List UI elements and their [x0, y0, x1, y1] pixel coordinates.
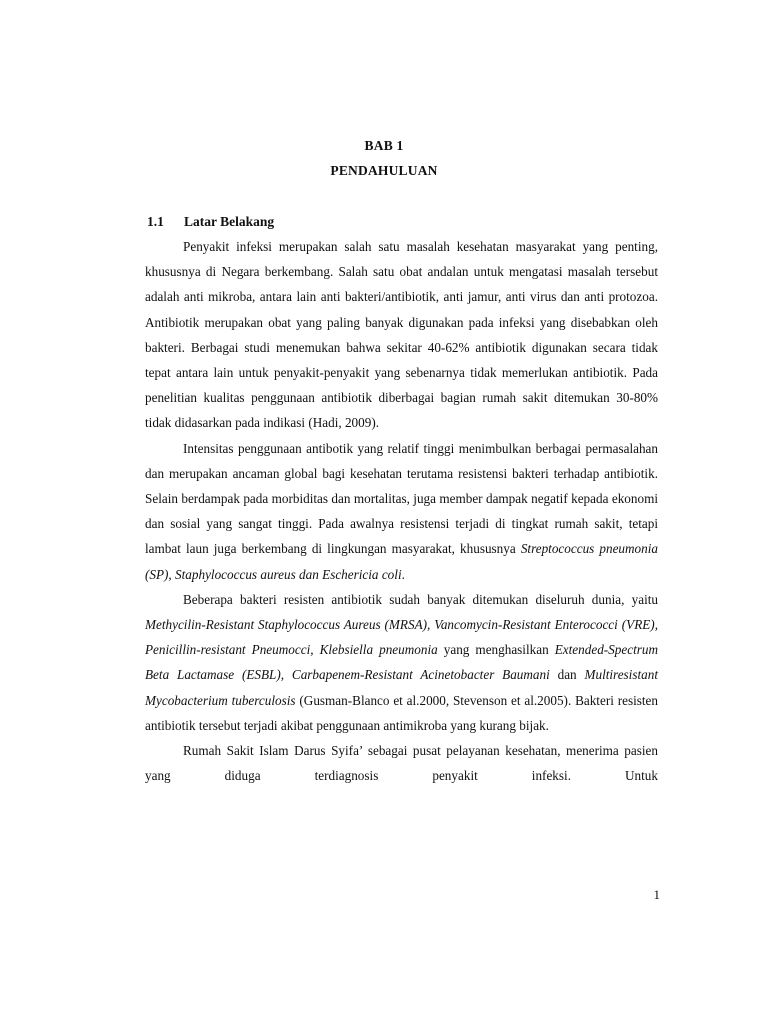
italic-text-run: Streptococcus pneumonia (SP), Staphylococcus aureus dan Eschericia coli: [145, 541, 658, 582]
paragraph: [145, 436, 658, 587]
section-title: Latar Belakang: [184, 214, 275, 229]
italic-text-run: Extended-Spectrum Beta Lactamase (ESBL), Carbapenem-Resistant Acinetobacter Baumani: [145, 642, 658, 683]
text-run: dan: [549, 667, 585, 683]
page-number: 1: [653, 887, 660, 902]
italic-text-run: Methycilin-Resistant Staphylococcus Aureus (MRSA), Vancomycin-Resistant Enterococci (VRE), Penicillin-resistant Pneumocci, Klebsiella pneumonia: [145, 617, 658, 658]
paragraph: [145, 234, 658, 436]
text-run: Intensitas penggunaan antibotik yang relatif tinggi menimbulkan berbagai permasalahan dan merupakan ancaman global bagi kesehatan terutama resistensi bakteri terhadap antibiotik. Selain berdampak pada morbiditas dan mortalitas, juga member dampak negatif kepada ekonomi dan sosial yang sangat tinggi. Pada awalnya resistensi terjadi di tingkat rumah sakit, tetapi lambat laun juga berkembang di lingkungan masyarakat, khususnya: [145, 440, 658, 557]
text-run: Penyakit infeksi merupakan salah satu masalah kesehatan masyarakat yang penting, khususnya di Negara berkembang. Salah satu obat andalan untuk mengatasi masalah tersebut adalah anti mikroba, antara lain anti bakteri/antibiotik, anti jamur, anti virus dan anti protozoa. Antibiotik merupakan obat yang paling banyak digunakan pada infeksi yang disebabkan oleh bakteri. Berbagai studi menemukan bahwa sekitar 40-62% antibiotik digunakan secara tidak tepat antara lain untuk penyakit-penyakit yang sebenarnya tidak memerlukan antibiotik. Pada penelitian kualitas penggunaan antibiotik diberbagai bagian rumah sakit ditemukan 30-80% tidak didasarkan pada indikasi (Hadi, 2009).: [145, 239, 658, 431]
chapter-title: PENDAHULUAN: [330, 163, 438, 178]
text-run: yang menghasilkan: [437, 642, 555, 658]
body-text: [145, 234, 658, 788]
paragraph: [145, 587, 658, 738]
text-run: Rumah Sakit Islam Darus Syifa’ sebagai pusat pelayanan kesehatan, menerima pasien yang diduga terdiagnosis penyakit infeksi. Untuk: [145, 743, 658, 784]
text-run: .: [401, 566, 405, 582]
section-heading: [147, 214, 274, 230]
section-number: 1.1: [147, 214, 164, 229]
italic-text-run: Multiresistant Mycobacterium tuberculosis: [145, 667, 658, 708]
text-run: Beberapa bakteri resisten antibiotik sudah banyak ditemukan diseluruh dunia, yaitu: [183, 591, 658, 607]
paragraph: [145, 738, 658, 788]
text-run: (Gusman-Blanco et al.2000, Stevenson et al.2005). Bakteri resisten antibiotik tersebut terjadi akibat penggunaan antimikroba yang kurang bijak.: [145, 692, 658, 733]
chapter-number: BAB 1: [364, 138, 404, 153]
